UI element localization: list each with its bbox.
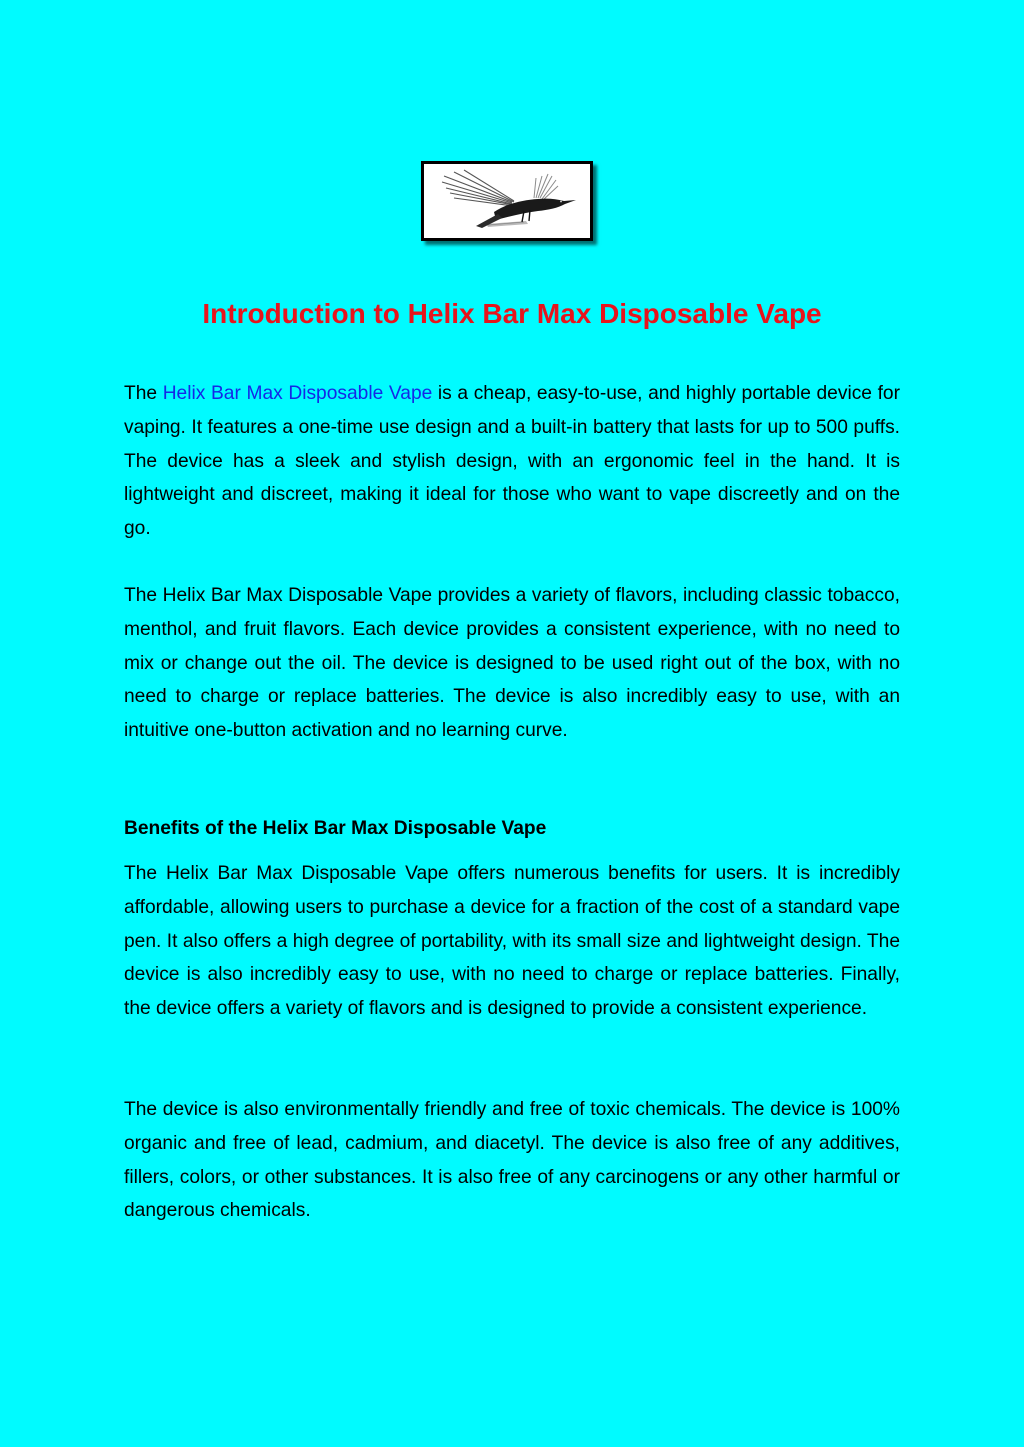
logo bbox=[421, 161, 593, 241]
intro-body: is a cheap, easy-to-use, and highly portable device for vaping. It features a one-time use design and a built-in battery that lasts for up to 500 puffs. The device has a sleek and stylish design, with an ergonomic feel in the hand. It is lightweight and discreet, making it ideal for those who want to vape discreetly and on the go. bbox=[124, 383, 900, 540]
crow-in-flight-icon bbox=[424, 164, 590, 238]
intro-paragraph bbox=[124, 377, 900, 546]
benefits-paragraph: The Helix Bar Max Disposable Vape offers numerous benefits for users. It is incredibly affordable, allowing users to purchase a device for a fraction of the cost of a standard vape pen. It also offers a high degree of portability, with its small size and lightweight design. The device is also incredibly easy to use, with no need to charge or replace batteries. Finally, the device offers a variety of flavors and is designed to provide a consistent experience. bbox=[124, 863, 900, 1020]
environment-paragraph: The device is also environmentally friendly and free of toxic chemicals. The device is 100% organic and free of lead, cadmium, and diacetyl. The device is also free of any additives, fillers, colors, or other substances. It is also free of any carcinogens or any other harmful or dangerous chemicals. bbox=[124, 1099, 900, 1222]
intro-prefix: The bbox=[124, 383, 163, 404]
page-title: Introduction to Helix Bar Max Disposable Vape bbox=[202, 298, 822, 329]
flavors-paragraph: The Helix Bar Max Disposable Vape provides a variety of flavors, including classic tobacco, menthol, and fruit flavors. Each device provides a consistent experience, with no need to mix or change out the oil. The device is designed to be used right out of the box, with no need to charge or replace batteries. The device is also incredibly easy to use, with an intuitive one-button activation and no learning curve. bbox=[124, 585, 900, 742]
benefits-heading: Benefits of the Helix Bar Max Disposable Vape bbox=[124, 818, 547, 839]
helix-bar-max-link[interactable]: Helix Bar Max Disposable Vape bbox=[162, 383, 433, 404]
